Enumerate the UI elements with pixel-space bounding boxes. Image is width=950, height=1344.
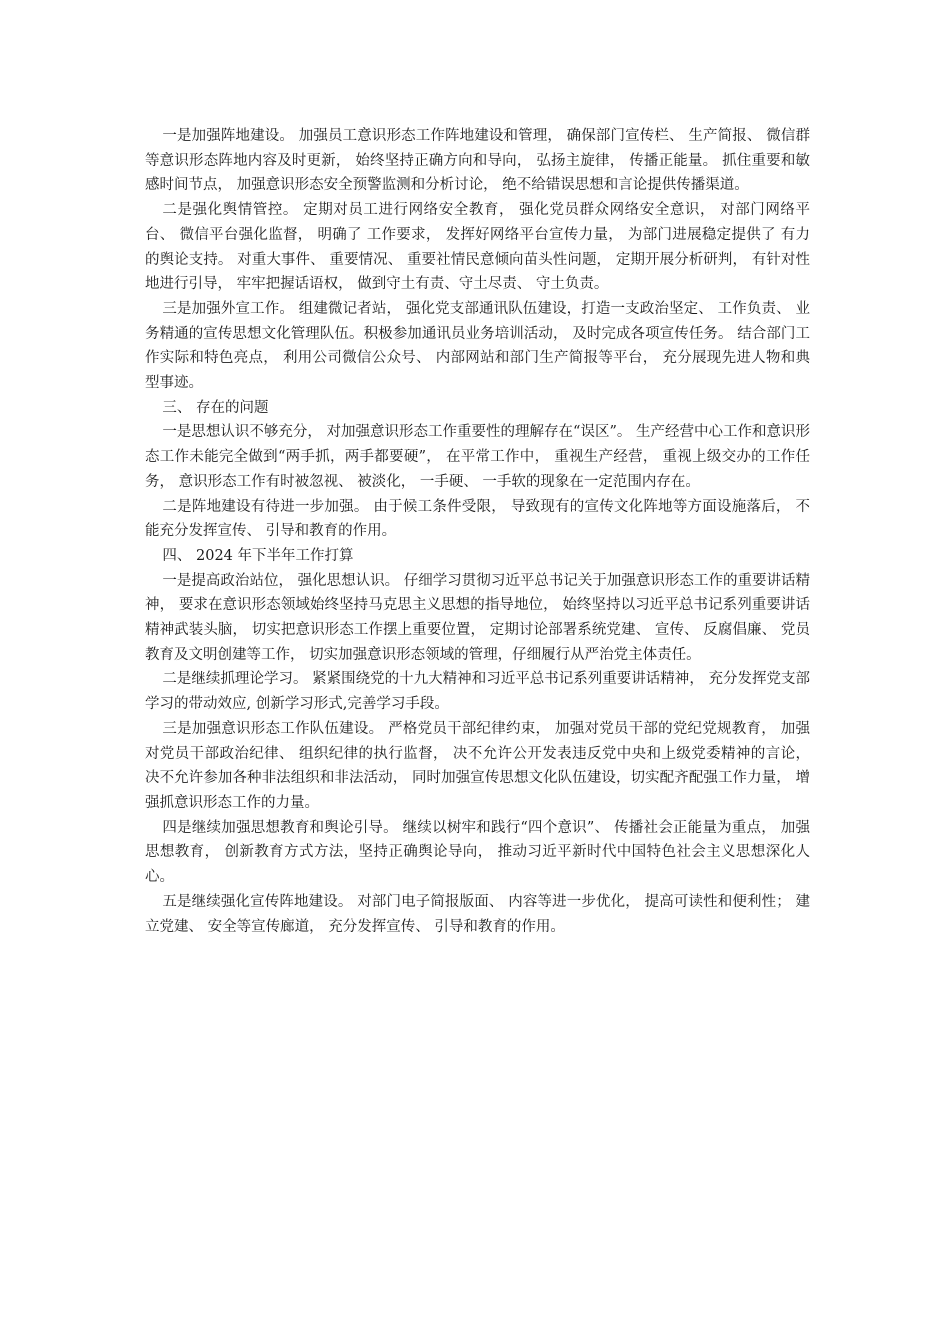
paragraph-political-stance: 一是提高政治站位， 强化思想认识。 仔细学习贯彻习近平总书记关于加强意识形态工作的重要讲话精神， 要求在意识形态领域始终坚持马克思主义思想的指导地位， 始终坚持以习近平总书记系列重要讲话精神武装头脑， 切实把意识形态工作摆上重要位置， 定期讨论部署系统党建、 宣传、 反腐倡廉、 党员教育及文明创建等工作， 切实加强意识形态领域的管理，仔细履行从严治党主体责任。 [145, 572, 810, 663]
section-heading-problems: 三、 存在的问题 [162, 399, 269, 416]
paragraph-insufficient-understanding: 一是思想认识不够充分， 对加强意识形态工作重要性的理解存在“误区”。 生产经营中心工作和意识形态工作未能完全做到“两手抓，两手都要硬”， 在平常工作中， 重视生产经营， 重视上级交办的工作任务， 意识形态工作有时被忽视、 被淡化， 一手硬、 一手软的现象在一定范围内存在。 [145, 424, 810, 490]
paragraph-team-building: 三是加强意识形态工作队伍建设。 严格党员干部纪律约束， 加强对党员干部的党纪党规教育， 加强对党员干部政治纪律、 组织纪律的执行监督， 决不允许公开发表违反党中央和上级党委精神的言论， 决不允许参加各种非法组织和非法活动， 同时加强宣传思想文化队伍建设，切实配齐配强工作力量， 增强抓意识形态工作的力量。 [145, 720, 810, 811]
paragraph-position-weakness: 二是阵地建设有待进一步加强。 由于候工条件受限， 导致现有的宣传文化阵地等方面设施落后， 不能充分发挥宣传、 引导和教育的作用。 [145, 498, 810, 540]
paragraph-ideological-education: 四是继续加强思想教育和舆论引导。 继续以树牢和践行“四个意识”、 传播社会正能量为重点， 加强思想教育， 创新教育方式方法，坚持正确舆论导向， 推动习近平新时代中国特色社会主义思想深化人心。 [145, 819, 810, 886]
paragraph-theory-study: 二是继续抓理论学习。 紧紧围绕党的十九大精神和习近平总书记系列重要讲话精神， 充分发挥党支部学习的带动效应, 创新学习形式,完善学习手段。 [145, 671, 810, 713]
paragraph-external-publicity: 三是加强外宣工作。 组建微记者站， 强化党支部通讯队伍建设，打造一支政治坚定、 工作负责、 业务精通的宣传思想文化管理队伍。积极参加通讯员业务培训活动， 及时完成各项宣传任务。 结合部门工作实际和特色亮点， 利用公司微信公众号、 内部网站和部门生产简报等平台， 充分展现先进人物和典型事迹。 [145, 300, 810, 392]
paragraph-opinion-control: 二是强化舆情管控。 定期对员工进行网络安全教育， 强化党员群众网络安全意识， 对部门网络平台、 微信平台强化监督， 明确了 工作要求， 发挥好网络平台宣传力量， 为部门进展稳定提供了 有力的舆论支持。 对重大事件、 重要情况、 重要社情民意倾向苗头性问题， 定期开展分析研判， 有针对性地进行引导， 牢牢把握话语权， 做到守土有责、守土尽责、 守土负责。 [145, 202, 810, 293]
document-body [145, 124, 810, 939]
paragraph-publicity-position: 五是继续强化宣传阵地建设。 对部门电子简报版面、 内容等进一步优化， 提高可读性和便利性； 建立党建、 安全等宣传廊道， 充分发挥宣传、 引导和教育的作用。 [145, 893, 810, 935]
paragraph-position-building: 一是加强阵地建设。 加强员工意识形态工作阵地建设和管理， 确保部门宣传栏、 生产简报、 微信群等意识形态阵地内容及时更新， 始终坚持正确方向和导向， 弘扬主旋律， 传播正能量。 抓住重要和敏感时间节点， 加强意识形态安全预警监测和分析讨论， 绝不给错误思想和言论提供传播渠道。 [145, 128, 810, 194]
section-heading-work-plan: 四、 2024 年下半年工作打算 [162, 547, 354, 564]
